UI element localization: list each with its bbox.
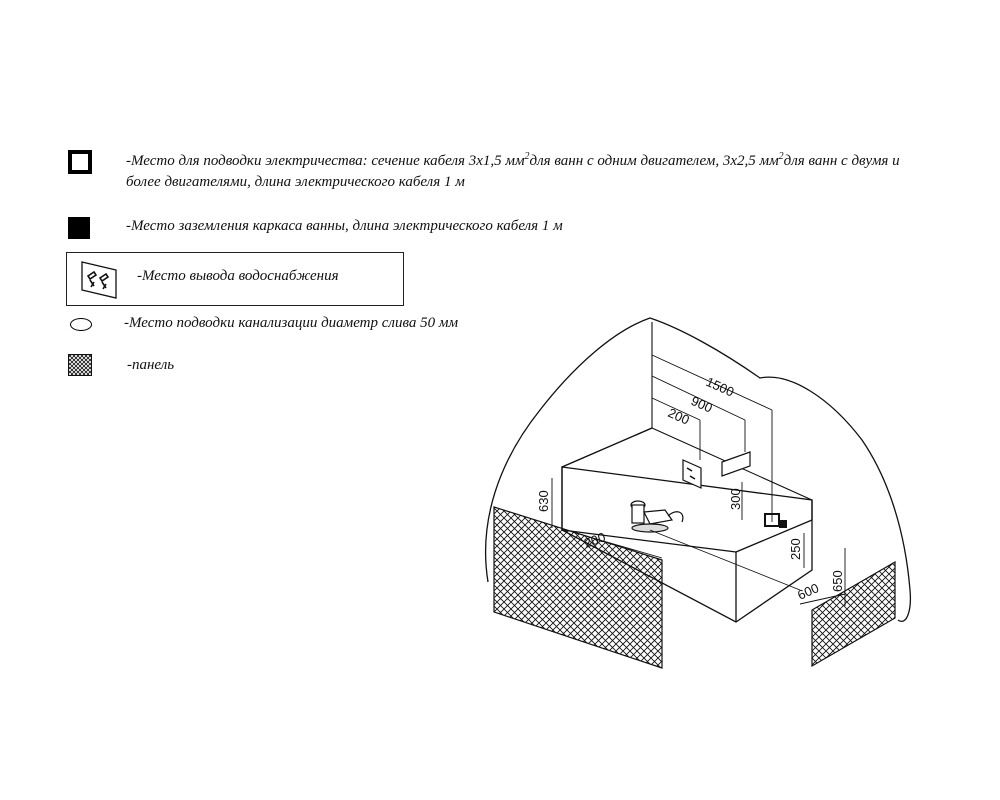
legend-water: -Место вывода водоснабжения (137, 268, 339, 284)
dim-200-front: 200 (581, 529, 608, 551)
right-panel (812, 562, 895, 666)
legend-panel: -панель (127, 357, 175, 373)
dim-1500: 1500 (703, 374, 737, 400)
dim-200-top: 200 (665, 405, 692, 428)
dim-630: 630 (536, 490, 551, 512)
dim-650: 650 (830, 570, 845, 592)
legend-ground: -Место заземления каркаса ванны, длина электрического кабеля 1 м (126, 218, 563, 234)
dim-600: 600 (795, 580, 822, 603)
dim-900: 900 (688, 393, 715, 416)
legend-electric: -Место для подводки электричества: сечение кабеля 3х1,5 $мм^2для$ ванн с одним двигателем, 3х2,5 $мм^2для$ ванн с двумя и более двигателями, длина электрического кабеля 1 м (126, 151, 900, 190)
dim-300: 300 (728, 488, 743, 510)
legend-drain: -Место подводки канализации диаметр слива 50 мм (124, 315, 459, 331)
dim-250: 250 (788, 538, 803, 560)
